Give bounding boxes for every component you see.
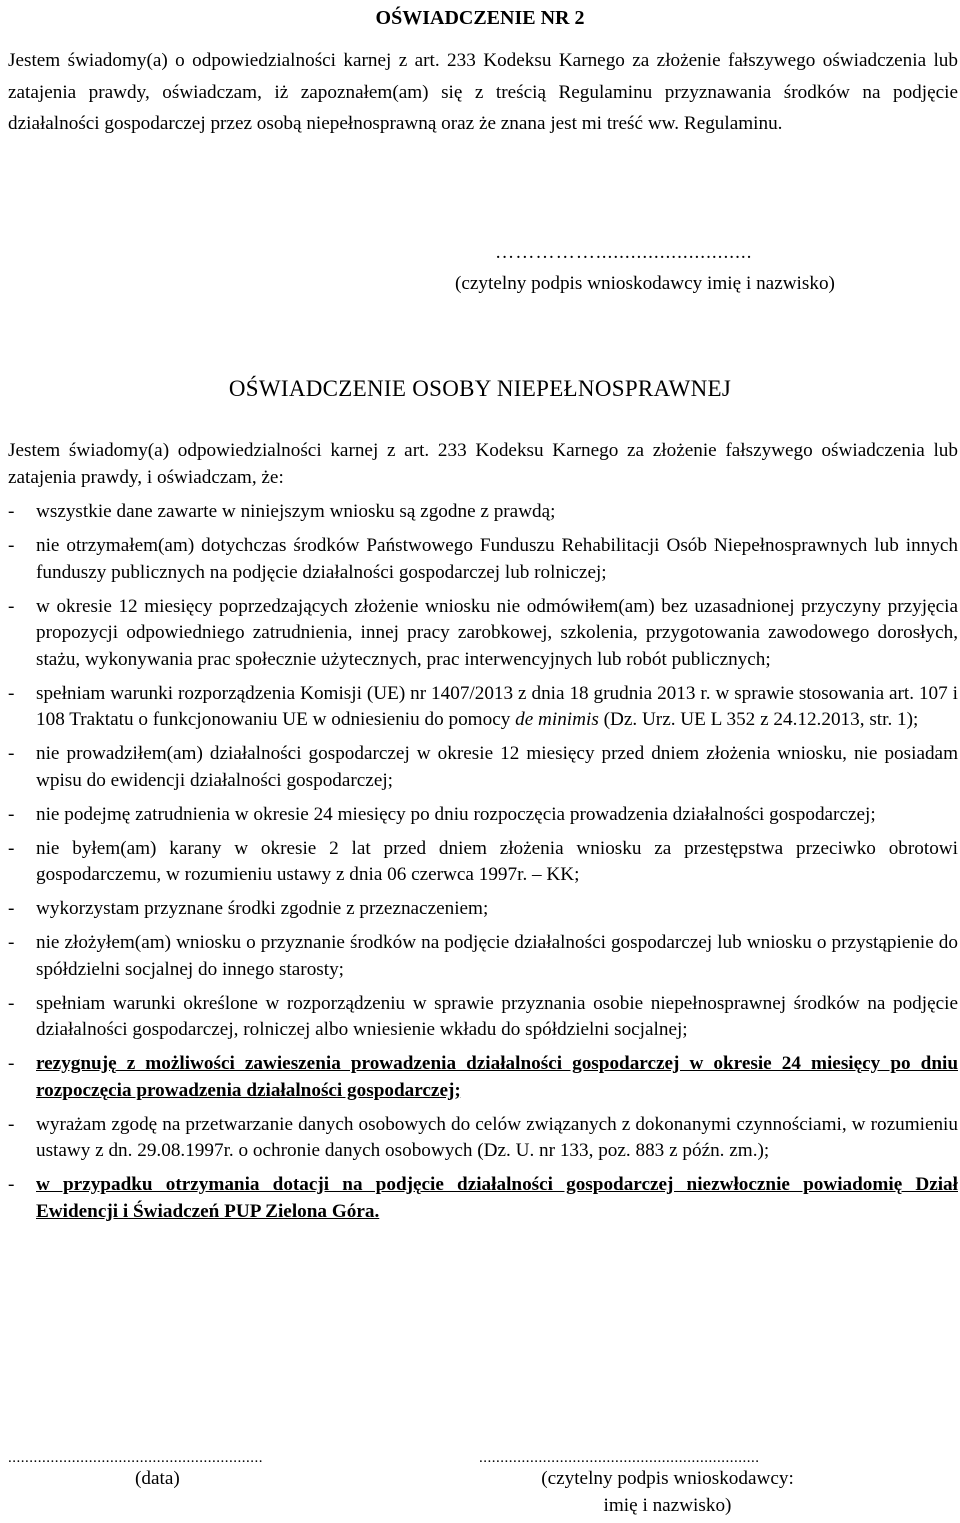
list-item — [8, 499, 958, 526]
list-bullet: - — [8, 932, 15, 953]
list-item — [8, 1112, 958, 1165]
list-bullet: - — [8, 803, 15, 825]
applicant-signature-label — [470, 1466, 865, 1519]
list-bullet: - — [8, 1053, 15, 1074]
list-bullet: - — [8, 1174, 15, 1195]
list-bullet: - — [8, 535, 15, 556]
notification-obligation-text: w przypadku otrzymania dotacji na podjęcie działalności gospodarczej niezwłocznie powiadomię Dział Ewidencji i Świadczeń PUP Zielona Góra. — [36, 1174, 958, 1222]
list-item-text: nie otrzymałem(am) dotychczas środków Państwowego Funduszu Rehabilitacji Osób Niepełnosprawnych lub innych funduszy publicznych na podjęcie działalności gospodarczej lub rolniczej; — [36, 535, 958, 583]
list-bullet: - — [8, 743, 15, 764]
list-item-text: spełniam warunki określone w rozporządzeniu w sprawie przyznania osobie niepełnosprawnej środków na podjęcie działalności gospodarczej, rolniczej albo wniesienie wkładu do spółdzielni socjalnej; — [36, 992, 958, 1040]
signature-line-1: ……………........................... — [495, 242, 753, 263]
de-minimis-term: de minimis — [515, 709, 599, 730]
declaration-list — [8, 499, 958, 1233]
list-item-text: nie byłem(am) karany w okresie 2 lat przed dniem złożenia wniosku za przestępstwa przeciwko obrotowi gospodarczemu, w rozumieniu ustawy z dnia 06 czerwca 1997r. – KK; — [36, 837, 958, 885]
list-bullet: - — [8, 1113, 15, 1135]
signature-caption-1: (czytelny podpis wnioskodawcy imię i nazwisko) — [455, 273, 835, 294]
list-item — [8, 741, 958, 794]
list-item-text-part: spełniam warunki rozporządzenia Komisji (UE) nr 1407/2013 z dnia 18 grudnia 2013 r. w sprawie stosowania art. 107 i 108 Traktatu o funkcjonowaniu UE w odniesieniu do pomocy — [36, 682, 958, 730]
applicant-signature-label-line2: imię i nazwisko) — [603, 1494, 732, 1516]
list-item-text: w okresie 12 miesięcy poprzedzających złożenie wniosku nie odmówiłem(am) bez uzasadnionej przyczyny przyjęcia propozycji odpowiedniego zatrudnienia, innej pracy zarobkowej, szkolenia, przygotowania zawodowego dorosłych, stażu, wykonywania prac społecznie użytecznych, prac interwencyjnych lub robót publicznych; — [36, 595, 958, 670]
date-line: ............................................................ — [8, 1450, 263, 1466]
list-item-text: wyrażam zgodę na przetwarzanie danych osobowych do celów związanych z dokonanymi czynnościami, w rozumieniu ustawy z dn. 29.08.1997r. o ochronie danych osobowych (Dz. U. nr 133, poz. 883 z późn. zm.); — [36, 1113, 958, 1161]
list-item-text: wszystkie dane zawarte w niniejszym wniosku są zgodne z prawdą; — [36, 501, 556, 522]
list-item — [8, 991, 958, 1044]
suspension-waiver-text: rezygnuję z możliwości zawieszenia prowadzenia działalności gospodarczej w okresie 24 miesięcy po dniu rozpoczęcia prowadzenia działalności gospodarczej; — [36, 1053, 958, 1101]
list-item — [8, 594, 958, 674]
list-item-text: nie podejmę zatrudnienia w okresie 24 miesięcy po dniu rozpoczęcia prowadzenia działalności gospodarczej; — [36, 803, 876, 825]
list-item — [8, 1051, 958, 1104]
applicant-signature-line: .................................................................. — [479, 1450, 760, 1466]
list-item — [8, 896, 958, 923]
statement-2-text: Jestem świadomy(a) o odpowiedzialności karnej z art. 233 Kodeksu Karnego za złożenie fałszywego oświadczenia lub zatajenia prawdy, oświadczam, iż zapoznałem(am) się z treścią Regulaminu przyznawania środków na podjęcie działalności gospodarczej przez osobą niepełnosprawną oraz że znana jest mi treść ww. Regulaminu. — [8, 50, 958, 134]
list-bullet: - — [8, 682, 15, 704]
disabled-person-statement-title: OŚWIADCZENIE OSOBY NIEPEŁNOSPRAWNEJ — [228, 376, 732, 401]
list-bullet: - — [8, 992, 15, 1014]
list-item-text: nie prowadziłem(am) działalności gospodarczej w okresie 12 miesięcy przed dniem złożenia wniosku, nie posiadam wpisu do ewidencji działalności gospodarczej; — [36, 743, 958, 791]
date-label: (data) — [135, 1468, 180, 1489]
list-item — [8, 533, 958, 586]
list-item — [8, 802, 958, 829]
list-item — [8, 1172, 958, 1225]
disabled-person-statement-intro: Jestem świadomy(a) odpowiedzialności karnej z art. 233 Kodeksu Karnego za złożenie fałszywego oświadczenia lub zatajenia prawdy, i oświadczam, że: — [8, 440, 958, 488]
list-item — [8, 930, 958, 983]
list-item — [8, 681, 958, 734]
list-bullet: - — [8, 837, 15, 859]
applicant-signature-label-line1: (czytelny podpis wnioskodawcy: — [541, 1468, 794, 1489]
list-item-text: nie złożyłem(am) wniosku o przyznanie środków na podjęcie działalności gospodarczej lub wniosku o przystąpienie do spółdzielni socjalnej do innego starosty; — [36, 932, 958, 980]
list-item-text: wykorzystam przyznane środki zgodnie z przeznaczeniem; — [36, 898, 489, 919]
list-item-text — [36, 683, 958, 731]
list-item-text-part: (Dz. Urz. UE L 352 z 24.12.2013, str. 1); — [598, 709, 919, 730]
list-item — [8, 836, 958, 889]
statement-2-title: OŚWIADCZENIE NR 2 — [375, 7, 585, 29]
list-bullet: - — [8, 501, 15, 522]
list-bullet: - — [8, 898, 15, 919]
list-bullet: - — [8, 595, 15, 617]
